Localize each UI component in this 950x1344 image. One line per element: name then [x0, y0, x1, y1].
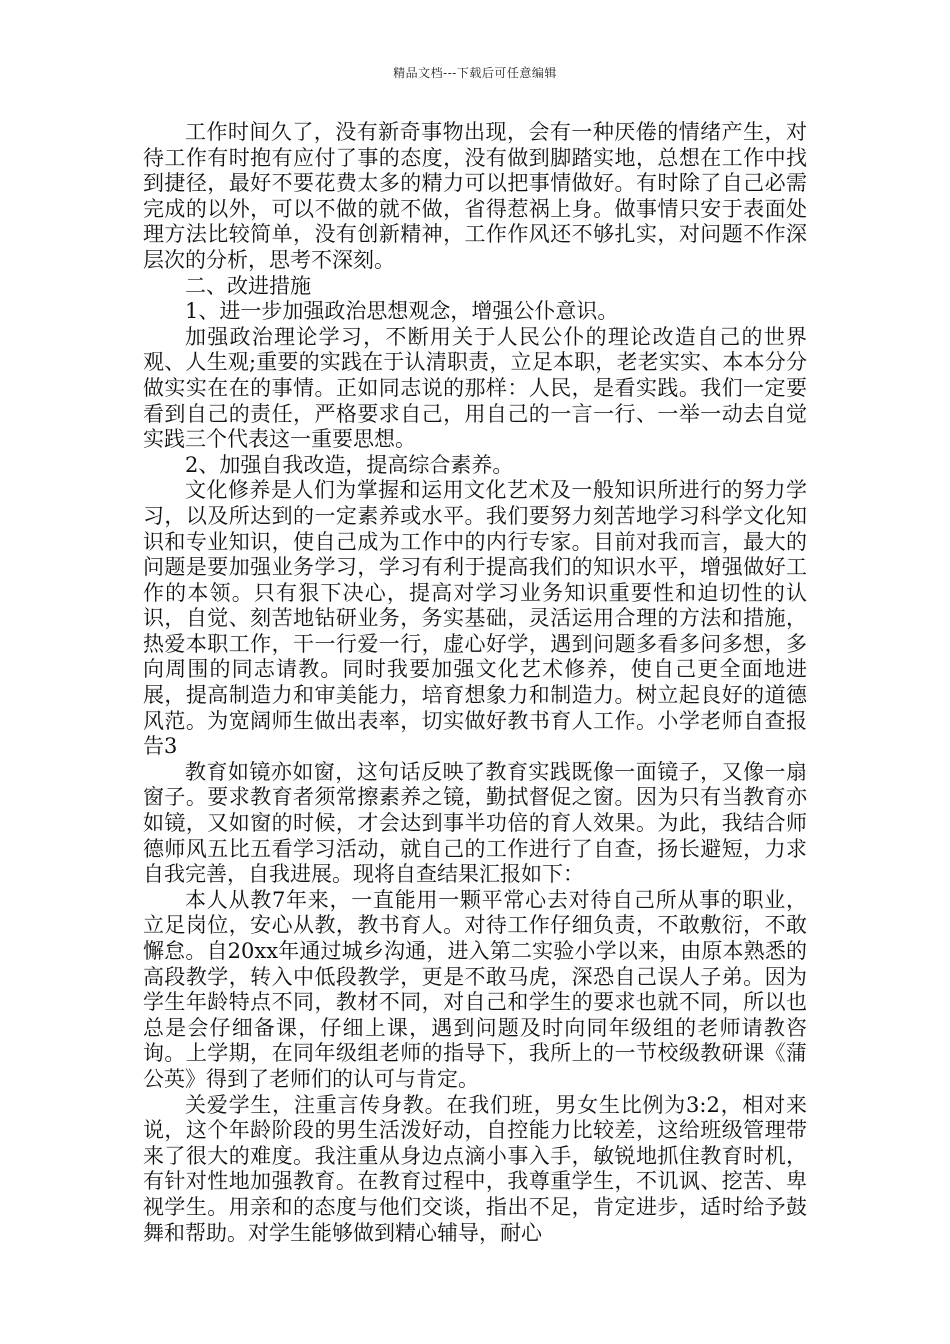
paragraph-caring-students: 关爱学生，注重言传身教。在我们班，男女生比例为3:2，相对来说，这个年龄阶段的男生活泼好动，自控能力比较差，这给班级管理带来了很大的难度。我注重从身边点滴小事入手，敏锐地抓住教育时机，有针对性地加强教育。在教育过程中，我尊重学生，不讥讽、挖苦、卑视学生。用亲和的态度与他们交谈，指出不足，肯定进步，适时给予鼓舞和帮助。对学生能够做到精心辅导，耐心 [143, 1092, 807, 1245]
section-heading-improvements: 二、改进措施 [185, 273, 311, 298]
paragraph-work-attitude: 工作时间久了，没有新奇事物出现，会有一种厌倦的情绪产生，对待工作有时抱有应付了事的态度，没有做到脚踏实地，总想在工作中找到捷径，最好不要花费太多的精力可以把事情做好。有时除了自己必需完成的以外，可以不做的就不做，省得惹祸上身。做事情只安于表面处理方法比较简单，没有创新精神，工作作风还不够扎实，对问题不作深层次的分析，思考不深刻。 [143, 120, 807, 272]
paragraph-political-study: 加强政治理论学习，不断用关于人民公仆的理论改造自己的世界观、人生观;重要的实践在于认清职责，立足本职，老老实实、本本分分做实实在在的事情。正如同志说的那样：人民，是看实践。我们一定要看到自己的责任，严格要求自己，用自己的一言一行、一举一动去自觉实践三个代表这一重要思想。 [143, 324, 807, 452]
paragraph-teaching-years: 本人从教7年来，一直能用一颗平常心去对待自己所从事的职业，立足岗位，安心从教，教书育人。对待工作仔细负责，不敢敷衍，不敢懈怠。自20xx年通过城乡沟通，进入第二实验小学以来，由原本熟悉的高段教学，转入中低段教学，更是不敢马虎，深恐自己误人子弟。因为学生年龄特点不同，教材不同，对自己和学生的要求也就不同，所以也总是会仔细备课，仔细上课，遇到问题及时向同年级组的老师请教咨询。上学期，在同年级组老师的指导下，我所上的一节校级教研课《蒲公英》得到了老师们的认可与肯定。 [143, 887, 807, 1091]
subheading-political-thought: 1、进一步加强政治思想观念，增强公仆意识。 [185, 299, 619, 324]
subheading-self-improvement: 2、加强自我改造，提高综合素养。 [185, 452, 514, 477]
document-body [143, 120, 807, 1246]
page-header: 精品文档---下载后可任意编辑 [393, 66, 557, 80]
paragraph-cultural-literacy: 文化修养是人们为掌握和运用文化艺术及一般知识所进行的努力学习，以及所达到的一定素养或水平。我们要努力刻苦地学习科学文化知识和专业知识，使自己成为工作中的内行专家。目前对我而言，最大的问题是要加强业务学习，学习有利于提高我们的知识水平，增强做好工作的本领。只有狠下决心，提高对学习业务知识重要性和迫切性的认识，自觉、刻苦地钻研业务，务实基础，灵活运用合理的方法和措施，热爱本职工作，干一行爱一行，虚心好学，遇到问题多看多问多想，多向周围的同志请教。同时我要加强文化艺术修养，使自己更全面地进展，提高制造力和审美能力，培育想象力和制造力。树立起良好的道德风范。为宽阔师生做出表率，切实做好教书育人工作。小学老师自查报告3 [143, 478, 807, 759]
paragraph-education-mirror: 教育如镜亦如窗，这句话反映了教育实践既像一面镜子，又像一扇窗子。要求教育者须常擦素养之镜，勤拭督促之窗。因为只有当教育亦如镜，又如窗的时候，才会达到事半功倍的育人效果。为此，我结合师德师风五比五看学习活动，就自己的工作进行了自查，扬长避短，力求自我完善，自我进展。现将自查结果汇报如下： [143, 759, 807, 887]
